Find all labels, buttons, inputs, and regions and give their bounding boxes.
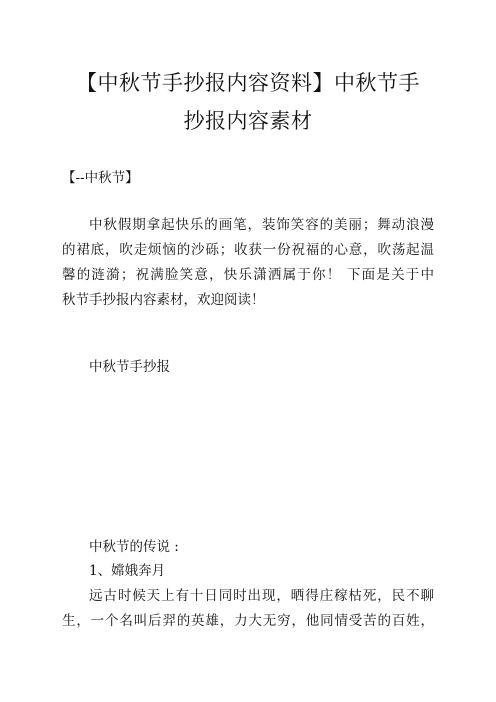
story-line: 远古时候天上有十日同时出现，晒得庄稼枯死，民不聊 xyxy=(89,588,434,604)
intro-line: 秋节手抄报内容素材，欢迎阅读！ xyxy=(62,292,265,308)
intro-line: 中秋假期拿起快乐的画笔，装饰笑容的美丽；舞动浪漫 xyxy=(89,217,434,233)
story-paragraph xyxy=(62,584,434,634)
document-title-line-1: 【中秋节手抄报内容资料】中秋节手 xyxy=(76,71,420,95)
sub-heading: 中秋节手抄报 xyxy=(89,359,170,375)
intro-line: 馨的涟漪；祝满脸笑意，快乐潇洒属于你！ 下面是关于中 xyxy=(62,267,434,283)
story-line: 生，一个名叫后羿的英雄，力大无穷，他同情受苦的百姓， xyxy=(62,613,434,629)
intro-paragraph xyxy=(62,213,434,313)
blank-image-area xyxy=(62,385,434,525)
document-title-line-2: 抄报内容素材 xyxy=(183,109,313,133)
legend-heading: 中秋节的传说 : xyxy=(89,539,179,555)
legend-item-title: 1、嫦娥奔月 xyxy=(89,563,166,579)
section-tag: 【--中秋节】 xyxy=(62,170,139,186)
intro-line: 的裙底，吹走烦恼的沙砾；收获一份祝福的心意，吹荡起温 xyxy=(62,242,434,258)
